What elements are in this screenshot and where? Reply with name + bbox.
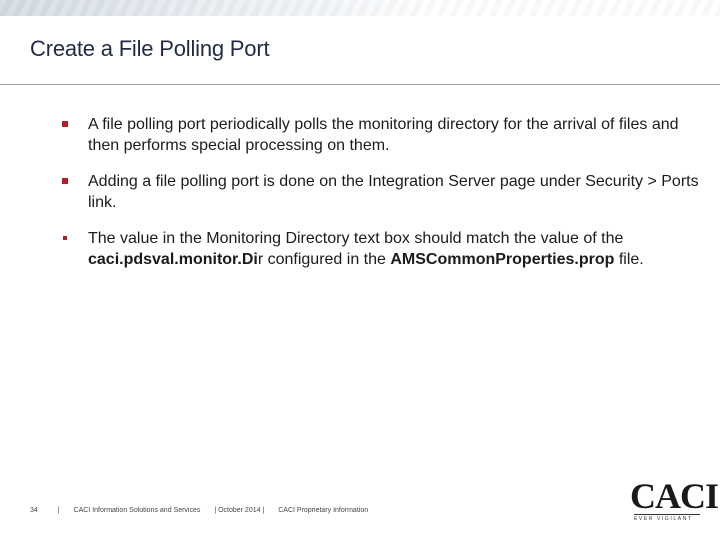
bullet-bold-filename: AMSCommonProperties.prop [390,251,615,268]
footer-date: | October 2014 | [214,507,265,514]
footer-company: CACI Information Solutions and Services [73,507,201,514]
square-bullet-icon [62,178,68,184]
caci-logo [630,476,719,524]
title-divider [0,84,720,85]
bullet-bold-property: caci.pdsval.monitor.Di [88,251,258,268]
bullet-text: A file polling port periodically polls the monitoring directory for the arrival of files and then performs special processing on them. [88,116,679,154]
footer-proprietary: CACI Proprietary Information [278,507,369,514]
header-texture-overlay [0,0,720,16]
page-number: 34 [30,507,38,514]
header-texture-band [0,0,720,16]
logo-tagline: EVER VIGILANT [634,514,700,522]
bullet-item [62,114,702,156]
bullet-list [62,114,702,270]
logo-wordmark: CACI [630,476,719,516]
square-bullet-icon [62,121,68,127]
footer-separator: | [57,507,60,514]
page-title: Create a File Polling Port [30,36,270,61]
bullet-item [62,171,702,213]
bullet-item [62,228,702,270]
footer [30,507,368,514]
bullet-text-part: r configured in the [257,251,391,268]
square-bullet-icon [63,236,67,240]
bullet-text-part: The value in the Monitoring Directory text box should match the value of the [88,230,624,247]
bullet-text-part: file. [614,251,644,268]
bullet-text: Adding a file polling port is done on the Integration Server page under Security > Ports link. [88,173,699,211]
